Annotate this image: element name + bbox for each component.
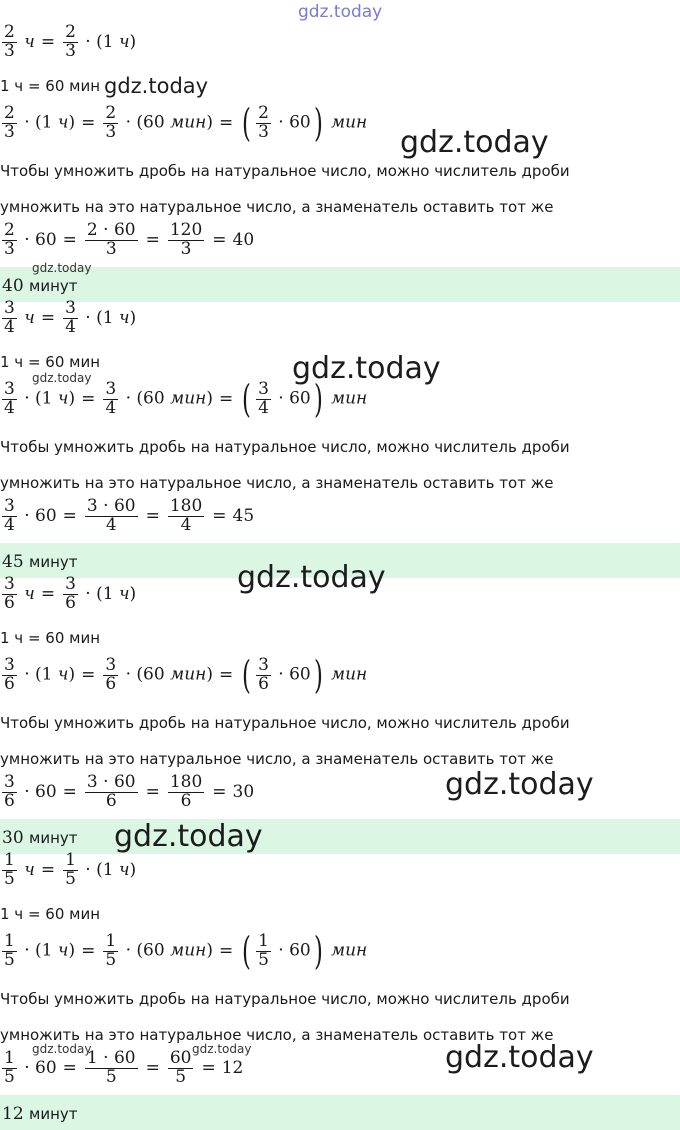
fraction: $\frac{3}{6}$ <box>4 574 15 613</box>
formula-minutes: $\frac{3}{4}$ · (1 ч) = $\frac{3}{4}$ · (60 мин) = ( $\frac{3}{4}$ · 60) мин <box>4 377 368 421</box>
fraction: $\frac{120}{3}$ <box>169 220 203 259</box>
hour-equivalence: 1 ч = 60 мин <box>0 353 101 371</box>
watermark: gdz.today <box>445 767 594 802</box>
watermark: gdz.today <box>445 1040 594 1075</box>
fraction: $\frac{1 \cdot 60}{5}$ <box>86 1048 136 1087</box>
fraction: $\frac{180}{6}$ <box>169 772 203 811</box>
fraction: $\frac{2}{3}$ <box>65 22 76 61</box>
formula-hours: $\frac{1}{5}$ ч = $\frac{1}{5}$ · (1 ч) <box>4 850 137 889</box>
watermark: gdz.today <box>292 351 441 386</box>
answer: 12 минут <box>2 1104 78 1124</box>
fraction: $\frac{2}{3}$ <box>4 102 15 142</box>
answer: 30 минут <box>2 828 78 848</box>
formula-calculation: $\frac{3}{4}$ · 60 = $\frac{3 \cdot 60}{4}$ = $\frac{180}{4}$ = 45 <box>4 496 255 535</box>
fraction: $\frac{2}{3}$ <box>4 220 15 259</box>
watermark: gdz.today <box>400 125 549 160</box>
watermark-top: gdz.today <box>298 2 383 22</box>
watermark: gdz.today <box>32 261 92 275</box>
fraction: $\frac{3}{4}$ <box>4 298 15 337</box>
rule-line-2: умножить на это натуральное число, а знаменатель оставить тот же <box>0 750 554 768</box>
formula-calculation: $\frac{1}{5}$ · 60 = $\frac{1 \cdot 60}{5}$ = $\frac{60}{5}$ = 12 <box>4 1048 244 1087</box>
fraction: $\frac{3}{6}$ <box>65 574 76 613</box>
fraction: $\frac{1}{5}$ <box>4 850 15 889</box>
fraction: $\frac{2 \cdot 60}{3}$ <box>86 220 136 259</box>
formula-hours: $\frac{2}{3}$ ч = $\frac{2}{3}$ · (1 ч) <box>4 22 137 61</box>
fraction: $\frac{2}{3}$ <box>4 22 15 61</box>
fraction: $\frac{2}{3}$ <box>105 102 117 142</box>
answer-band <box>0 819 680 854</box>
rule-line-1: Чтобы умножить дробь на натуральное число, можно числитель дроби <box>0 162 570 180</box>
watermark: gdz.today <box>237 560 386 595</box>
rule-line-1: Чтобы умножить дробь на натуральное число, можно числитель дроби <box>0 714 570 732</box>
hour-equivalence: 1 ч = 60 мин <box>0 629 101 647</box>
formula-calculation: $\frac{2}{3}$ · 60 = $\frac{2 \cdot 60}{3}$ = $\frac{120}{3}$ = 40 <box>4 220 255 259</box>
rule-line-1: Чтобы умножить дробь на натуральное число, можно числитель дроби <box>0 438 570 456</box>
fraction: $\frac{3}{4}$ <box>4 496 15 535</box>
fraction: $\frac{1}{5}$ <box>4 930 15 970</box>
fraction: $\frac{3}{4}$ <box>4 378 15 418</box>
fraction: $\frac{1}{5}$ <box>65 850 76 889</box>
rule-line-2: умножить на это натуральное число, а знаменатель оставить тот же <box>0 1026 554 1044</box>
answer: 40 минут <box>2 276 78 296</box>
watermark: gdz.today <box>192 1042 252 1056</box>
watermark: gdz.today <box>114 819 263 854</box>
fraction: $\frac{3}{6}$ <box>105 654 117 694</box>
fraction: $\frac{3}{6}$ <box>258 654 269 694</box>
fraction: $\frac{3}{6}$ <box>4 772 15 811</box>
fraction: $\frac{180}{4}$ <box>169 496 203 535</box>
hour-equivalence: 1 ч = 60 мин <box>0 905 101 923</box>
watermark: gdz.today <box>104 74 209 98</box>
formula-minutes: $\frac{3}{6}$ · (1 ч) = $\frac{3}{6}$ · (60 мин) = ( $\frac{3}{6}$ · 60) мин <box>4 653 368 697</box>
fraction: $\frac{1}{5}$ <box>105 930 117 970</box>
fraction: $\frac{1}{5}$ <box>4 1048 15 1087</box>
fraction: $\frac{3}{6}$ <box>4 654 15 694</box>
answer: 45 минут <box>2 552 78 572</box>
rule-line-1: Чтобы умножить дробь на натуральное число, можно числитель дроби <box>0 990 570 1008</box>
rule-line-2: умножить на это натуральное число, а знаменатель оставить тот же <box>0 474 554 492</box>
formula-hours: $\frac{3}{4}$ ч = $\frac{3}{4}$ · (1 ч) <box>4 298 137 337</box>
watermark: gdz.today <box>32 371 92 385</box>
fraction: $\frac{1}{5}$ <box>258 930 269 970</box>
answer-band <box>0 1095 680 1130</box>
answer-band <box>0 267 680 302</box>
hour-equivalence: 1 ч = 60 мин <box>0 77 101 95</box>
fraction: $\frac{3 \cdot 60}{6}$ <box>86 772 136 811</box>
formula-minutes: $\frac{1}{5}$ · (1 ч) = $\frac{1}{5}$ · (60 мин) = ( $\frac{1}{5}$ · 60) мин <box>4 929 368 973</box>
rule-line-2: умножить на это натуральное число, а знаменатель оставить тот же <box>0 198 554 216</box>
fraction: $\frac{3 \cdot 60}{4}$ <box>86 496 136 535</box>
formula-minutes: $\frac{2}{3}$ · (1 ч) = $\frac{2}{3}$ · (60 мин) = ( $\frac{2}{3}$ · 60) мин <box>4 101 368 145</box>
fraction: $\frac{60}{5}$ <box>169 1048 192 1087</box>
formula-hours: $\frac{3}{6}$ ч = $\frac{3}{6}$ · (1 ч) <box>4 574 137 613</box>
watermark: gdz.today <box>32 1042 92 1056</box>
fraction: $\frac{3}{4}$ <box>65 298 76 337</box>
formula-calculation: $\frac{3}{6}$ · 60 = $\frac{3 \cdot 60}{6}$ = $\frac{180}{6}$ = 30 <box>4 772 255 811</box>
fraction: $\frac{3}{4}$ <box>105 378 117 418</box>
fraction: $\frac{3}{4}$ <box>258 378 269 418</box>
fraction: $\frac{2}{3}$ <box>258 102 269 142</box>
